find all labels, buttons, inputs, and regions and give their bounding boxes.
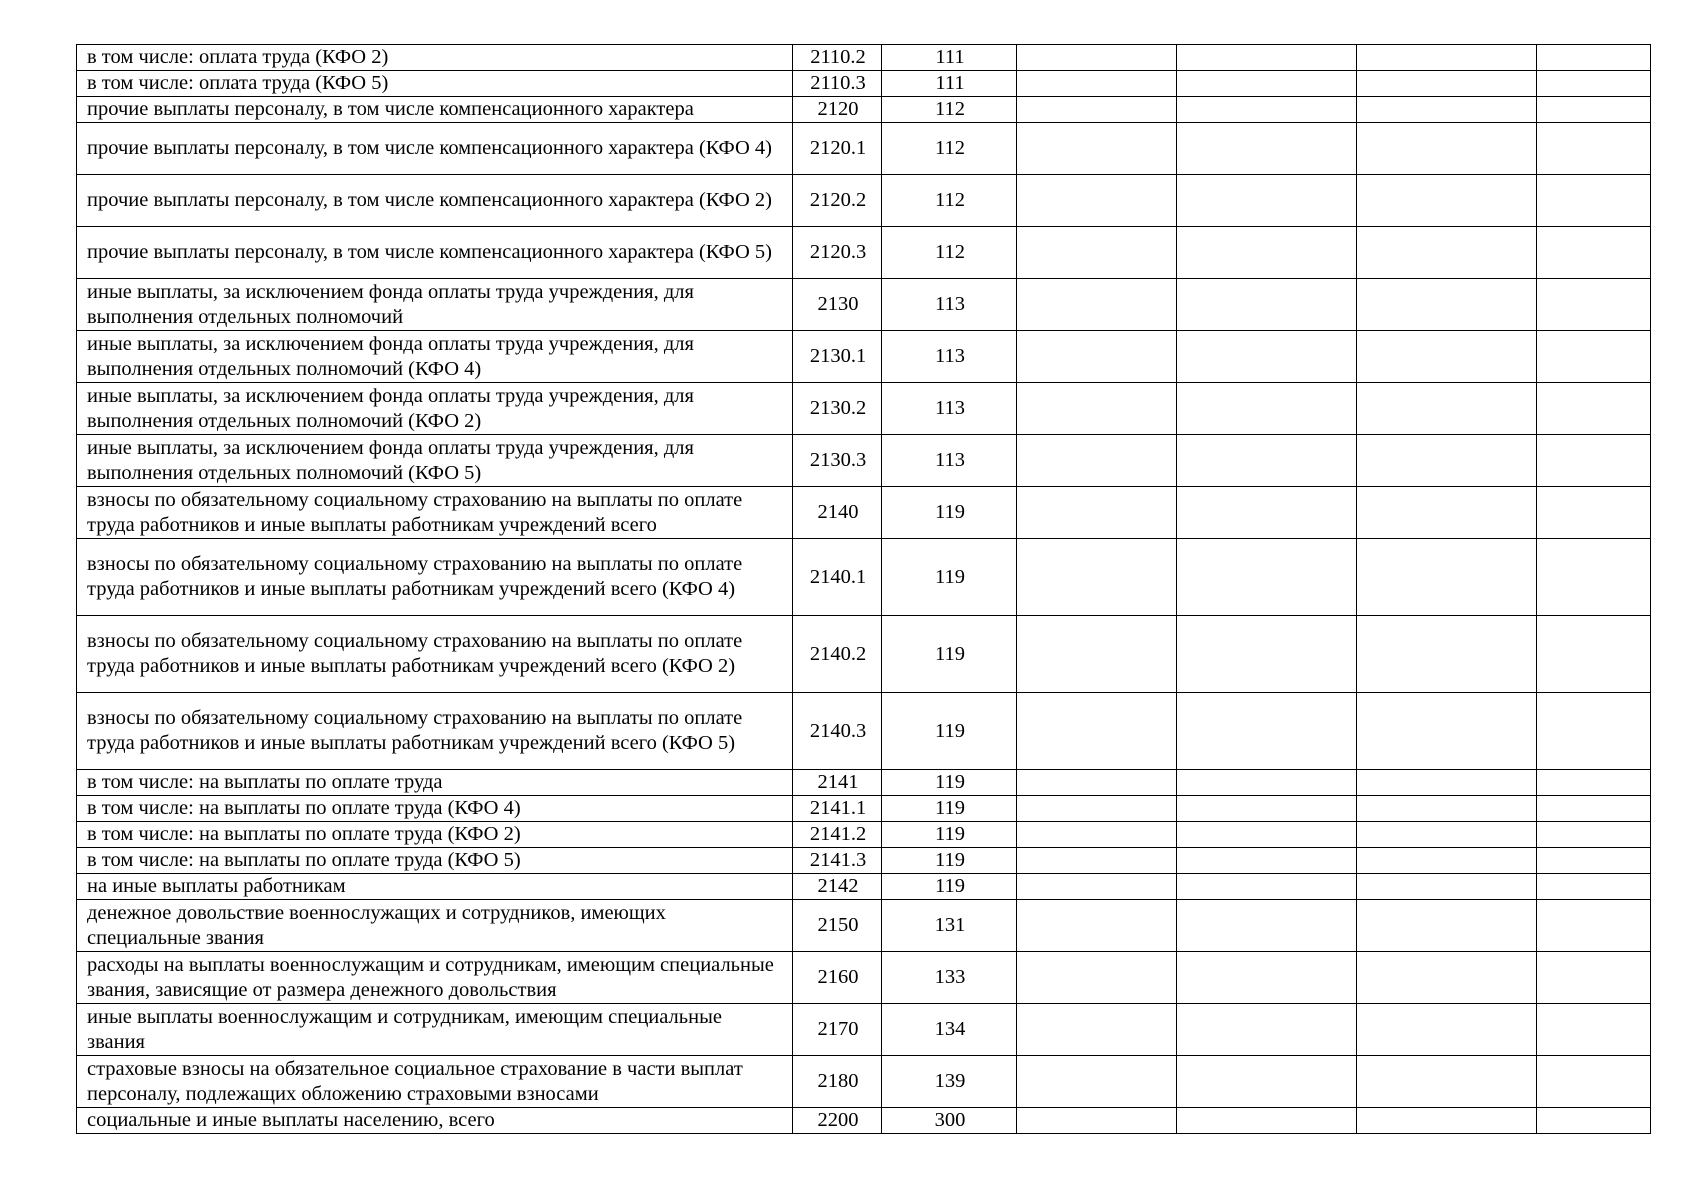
empty-value-cell <box>1357 97 1537 123</box>
empty-value-cell <box>1017 874 1177 900</box>
table-row <box>77 539 1651 616</box>
empty-value-cell <box>1177 279 1357 331</box>
empty-value-cell <box>1357 848 1537 874</box>
row-kosgu-code: 113 <box>882 435 1017 487</box>
table-row <box>77 279 1651 331</box>
empty-value-cell <box>1537 952 1651 1004</box>
row-code: 2140.2 <box>793 616 882 693</box>
empty-value-cell <box>1177 693 1357 770</box>
empty-value-cell <box>1177 435 1357 487</box>
empty-value-cell <box>1357 175 1537 227</box>
row-description: прочие выплаты персоналу, в том числе компенсационного характера <box>77 97 793 123</box>
table-row <box>77 770 1651 796</box>
empty-value-cell <box>1017 71 1177 97</box>
table-row <box>77 175 1651 227</box>
row-description: иные выплаты, за исключением фонда оплаты труда учреждения, для выполнения отдельных полномочий <box>77 279 793 331</box>
row-kosgu-code: 113 <box>882 383 1017 435</box>
empty-value-cell <box>1357 796 1537 822</box>
empty-value-cell <box>1177 227 1357 279</box>
row-code: 2170 <box>793 1004 882 1056</box>
empty-value-cell <box>1537 331 1651 383</box>
row-description: страховые взносы на обязательное социальное страхование в части выплат персоналу, подлежащих обложению страховыми взносами <box>77 1056 793 1108</box>
row-description: иные выплаты военнослужащим и сотрудникам, имеющим специальные звания <box>77 1004 793 1056</box>
row-kosgu-code: 300 <box>882 1108 1017 1134</box>
table-row <box>77 227 1651 279</box>
empty-value-cell <box>1537 227 1651 279</box>
empty-value-cell <box>1017 435 1177 487</box>
empty-value-cell <box>1537 874 1651 900</box>
empty-value-cell <box>1537 97 1651 123</box>
empty-value-cell <box>1537 175 1651 227</box>
row-kosgu-code: 112 <box>882 175 1017 227</box>
row-kosgu-code: 113 <box>882 279 1017 331</box>
row-description: иные выплаты, за исключением фонда оплаты труда учреждения, для выполнения отдельных полномочий (КФО 5) <box>77 435 793 487</box>
empty-value-cell <box>1537 279 1651 331</box>
row-description: в том числе: оплата труда (КФО 2) <box>77 45 793 71</box>
table-row <box>77 822 1651 848</box>
row-code: 2130 <box>793 279 882 331</box>
row-description: прочие выплаты персоналу, в том числе компенсационного характера (КФО 2) <box>77 175 793 227</box>
table-row <box>77 71 1651 97</box>
row-description: прочие выплаты персоналу, в том числе компенсационного характера (КФО 5) <box>77 227 793 279</box>
row-code: 2140.3 <box>793 693 882 770</box>
row-kosgu-code: 112 <box>882 97 1017 123</box>
row-kosgu-code: 119 <box>882 874 1017 900</box>
table-row <box>77 874 1651 900</box>
row-kosgu-code: 119 <box>882 848 1017 874</box>
empty-value-cell <box>1017 45 1177 71</box>
row-code: 2130.1 <box>793 331 882 383</box>
row-kosgu-code: 112 <box>882 227 1017 279</box>
empty-value-cell <box>1357 900 1537 952</box>
empty-value-cell <box>1017 227 1177 279</box>
table-row <box>77 331 1651 383</box>
empty-value-cell <box>1177 822 1357 848</box>
row-kosgu-code: 119 <box>882 693 1017 770</box>
empty-value-cell <box>1537 822 1651 848</box>
row-code: 2200 <box>793 1108 882 1134</box>
row-description: денежное довольствие военнослужащих и сотрудников, имеющих специальные звания <box>77 900 793 952</box>
row-code: 2160 <box>793 952 882 1004</box>
empty-value-cell <box>1537 123 1651 175</box>
row-description: в том числе: на выплаты по оплате труда <box>77 770 793 796</box>
empty-value-cell <box>1017 693 1177 770</box>
table-row <box>77 616 1651 693</box>
row-kosgu-code: 119 <box>882 487 1017 539</box>
row-description: взносы по обязательному социальному страхованию на выплаты по оплате труда работников и иные выплаты работникам учреждений всего <box>77 487 793 539</box>
empty-value-cell <box>1177 45 1357 71</box>
row-code: 2110.3 <box>793 71 882 97</box>
empty-value-cell <box>1177 1056 1357 1108</box>
empty-value-cell <box>1537 1056 1651 1108</box>
row-kosgu-code: 119 <box>882 796 1017 822</box>
row-kosgu-code: 119 <box>882 539 1017 616</box>
table-row <box>77 796 1651 822</box>
empty-value-cell <box>1017 952 1177 1004</box>
table-row <box>77 1108 1651 1134</box>
empty-value-cell <box>1537 900 1651 952</box>
row-code: 2120 <box>793 97 882 123</box>
table-row <box>77 1056 1651 1108</box>
row-code: 2141.2 <box>793 822 882 848</box>
row-kosgu-code: 139 <box>882 1056 1017 1108</box>
row-code: 2130.2 <box>793 383 882 435</box>
empty-value-cell <box>1537 539 1651 616</box>
empty-value-cell <box>1017 1004 1177 1056</box>
empty-value-cell <box>1357 435 1537 487</box>
empty-value-cell <box>1177 1004 1357 1056</box>
empty-value-cell <box>1537 487 1651 539</box>
row-code: 2150 <box>793 900 882 952</box>
empty-value-cell <box>1017 487 1177 539</box>
row-code: 2141.3 <box>793 848 882 874</box>
empty-value-cell <box>1177 616 1357 693</box>
empty-value-cell <box>1357 693 1537 770</box>
row-description: в том числе: на выплаты по оплате труда (КФО 5) <box>77 848 793 874</box>
empty-value-cell <box>1537 693 1651 770</box>
row-code: 2120.3 <box>793 227 882 279</box>
empty-value-cell <box>1017 616 1177 693</box>
table-row <box>77 900 1651 952</box>
row-kosgu-code: 112 <box>882 123 1017 175</box>
empty-value-cell <box>1177 97 1357 123</box>
empty-value-cell <box>1357 487 1537 539</box>
row-code: 2142 <box>793 874 882 900</box>
table-row <box>77 952 1651 1004</box>
empty-value-cell <box>1537 435 1651 487</box>
row-description: взносы по обязательному социальному страхованию на выплаты по оплате труда работников и иные выплаты работникам учреждений всего (КФО 5) <box>77 693 793 770</box>
empty-value-cell <box>1357 279 1537 331</box>
table-row <box>77 487 1651 539</box>
row-description: социальные и иные выплаты населению, всего <box>77 1108 793 1134</box>
table-row <box>77 383 1651 435</box>
row-description: иные выплаты, за исключением фонда оплаты труда учреждения, для выполнения отдельных полномочий (КФО 2) <box>77 383 793 435</box>
row-code: 2140 <box>793 487 882 539</box>
empty-value-cell <box>1357 952 1537 1004</box>
row-code: 2141 <box>793 770 882 796</box>
empty-value-cell <box>1537 71 1651 97</box>
empty-value-cell <box>1177 123 1357 175</box>
empty-value-cell <box>1357 770 1537 796</box>
empty-value-cell <box>1357 539 1537 616</box>
row-kosgu-code: 119 <box>882 822 1017 848</box>
row-code: 2120.2 <box>793 175 882 227</box>
empty-value-cell <box>1357 123 1537 175</box>
row-description: в том числе: на выплаты по оплате труда (КФО 2) <box>77 822 793 848</box>
empty-value-cell <box>1537 796 1651 822</box>
empty-value-cell <box>1017 279 1177 331</box>
empty-value-cell <box>1017 97 1177 123</box>
empty-value-cell <box>1537 1004 1651 1056</box>
row-description: взносы по обязательному социальному страхованию на выплаты по оплате труда работников и иные выплаты работникам учреждений всего (КФО 2) <box>77 616 793 693</box>
empty-value-cell <box>1177 331 1357 383</box>
row-kosgu-code: 133 <box>882 952 1017 1004</box>
empty-value-cell <box>1017 175 1177 227</box>
row-description: расходы на выплаты военнослужащим и сотрудникам, имеющим специальные звания, зависящие от размера денежного довольствия <box>77 952 793 1004</box>
empty-value-cell <box>1177 770 1357 796</box>
empty-value-cell <box>1357 71 1537 97</box>
empty-value-cell <box>1017 1108 1177 1134</box>
empty-value-cell <box>1017 539 1177 616</box>
row-code: 2180 <box>793 1056 882 1108</box>
empty-value-cell <box>1357 383 1537 435</box>
empty-value-cell <box>1357 822 1537 848</box>
empty-value-cell <box>1017 848 1177 874</box>
empty-value-cell <box>1177 848 1357 874</box>
empty-value-cell <box>1357 1108 1537 1134</box>
empty-value-cell <box>1357 1004 1537 1056</box>
empty-value-cell <box>1017 331 1177 383</box>
empty-value-cell <box>1017 822 1177 848</box>
row-code: 2140.1 <box>793 539 882 616</box>
row-kosgu-code: 119 <box>882 770 1017 796</box>
row-code: 2141.1 <box>793 796 882 822</box>
row-kosgu-code: 131 <box>882 900 1017 952</box>
empty-value-cell <box>1357 331 1537 383</box>
table-row <box>77 848 1651 874</box>
empty-value-cell <box>1177 539 1357 616</box>
table-row <box>77 97 1651 123</box>
table-row <box>77 1004 1651 1056</box>
row-kosgu-code: 113 <box>882 331 1017 383</box>
empty-value-cell <box>1357 227 1537 279</box>
table-row <box>77 693 1651 770</box>
row-code: 2130.3 <box>793 435 882 487</box>
empty-value-cell <box>1537 1108 1651 1134</box>
row-description: в том числе: на выплаты по оплате труда (КФО 4) <box>77 796 793 822</box>
empty-value-cell <box>1017 900 1177 952</box>
row-code: 2110.2 <box>793 45 882 71</box>
empty-value-cell <box>1177 796 1357 822</box>
row-kosgu-code: 134 <box>882 1004 1017 1056</box>
empty-value-cell <box>1017 770 1177 796</box>
empty-value-cell <box>1537 770 1651 796</box>
empty-value-cell <box>1017 123 1177 175</box>
row-description: на иные выплаты работникам <box>77 874 793 900</box>
empty-value-cell <box>1357 1056 1537 1108</box>
budget-table-body <box>77 45 1651 1134</box>
empty-value-cell <box>1537 848 1651 874</box>
table-row <box>77 123 1651 175</box>
empty-value-cell <box>1177 1108 1357 1134</box>
empty-value-cell <box>1177 874 1357 900</box>
empty-value-cell <box>1357 616 1537 693</box>
row-description: прочие выплаты персоналу, в том числе компенсационного характера (КФО 4) <box>77 123 793 175</box>
empty-value-cell <box>1357 45 1537 71</box>
empty-value-cell <box>1177 175 1357 227</box>
table-row <box>77 45 1651 71</box>
empty-value-cell <box>1017 1056 1177 1108</box>
empty-value-cell <box>1357 874 1537 900</box>
row-description: иные выплаты, за исключением фонда оплаты труда учреждения, для выполнения отдельных полномочий (КФО 4) <box>77 331 793 383</box>
empty-value-cell <box>1177 487 1357 539</box>
row-description: в том числе: оплата труда (КФО 5) <box>77 71 793 97</box>
table-row <box>77 435 1651 487</box>
empty-value-cell <box>1017 383 1177 435</box>
empty-value-cell <box>1017 796 1177 822</box>
empty-value-cell <box>1537 383 1651 435</box>
empty-value-cell <box>1177 383 1357 435</box>
row-kosgu-code: 111 <box>882 45 1017 71</box>
row-kosgu-code: 111 <box>882 71 1017 97</box>
empty-value-cell <box>1537 616 1651 693</box>
row-kosgu-code: 119 <box>882 616 1017 693</box>
empty-value-cell <box>1177 71 1357 97</box>
row-description: взносы по обязательному социальному страхованию на выплаты по оплате труда работников и иные выплаты работникам учреждений всего (КФО 4) <box>77 539 793 616</box>
empty-value-cell <box>1177 952 1357 1004</box>
row-code: 2120.1 <box>793 123 882 175</box>
empty-value-cell <box>1177 900 1357 952</box>
empty-value-cell <box>1537 45 1651 71</box>
budget-table <box>76 44 1651 1134</box>
